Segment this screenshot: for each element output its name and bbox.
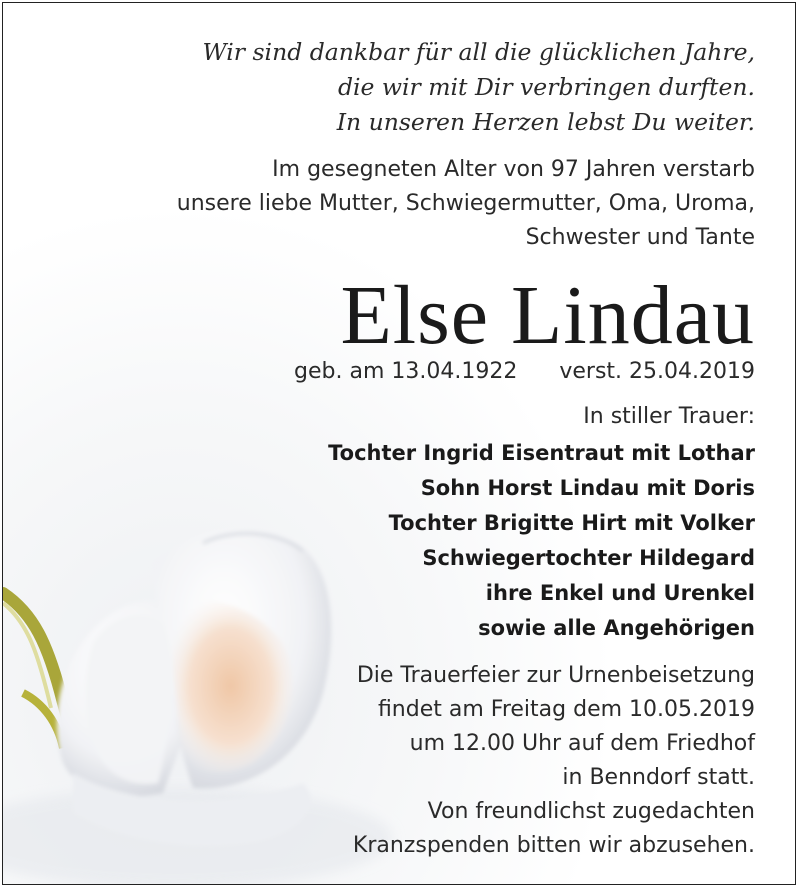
- mourner-entry: Tochter Ingrid Eisentraut mit Lothar: [328, 441, 755, 465]
- mourners-list: [328, 436, 755, 646]
- mourner-entry: Tochter Brigitte Hirt mit Volker: [388, 511, 755, 535]
- ceremony-line: Kranzspenden bitten wir abzusehen.: [352, 833, 755, 858]
- obituary-text: [3, 3, 795, 884]
- ceremony-line: Die Trauerfeier zur Urnenbeisetzung: [356, 663, 755, 688]
- deceased-name: Else Lindau: [340, 269, 755, 362]
- obituary-card: [2, 2, 796, 885]
- ceremony-line: findet am Freitag dem 10.05.2019: [377, 697, 755, 722]
- mourner-entry: Schwiegertochter Hildegard: [422, 546, 755, 570]
- ceremony-line: um 12.00 Uhr auf dem Friedhof: [409, 731, 755, 756]
- death-announcement: [177, 153, 755, 255]
- ceremony-line: Von freundlichst zugedachten: [427, 799, 755, 824]
- motto-quote: [203, 35, 755, 140]
- ceremony-line: in Benndorf statt.: [562, 765, 755, 790]
- motto-line: die wir mit Dir verbringen durften.: [337, 73, 755, 101]
- announcement-line: unsere liebe Mutter, Schwiegermutter, Oma, Uroma,: [176, 191, 755, 216]
- life-dates: [294, 355, 755, 389]
- mourner-entry: ihre Enkel und Urenkel: [485, 581, 755, 605]
- ceremony-details: [353, 659, 755, 863]
- motto-line: Wir sind dankbar für all die glücklichen Jahre,: [202, 38, 755, 66]
- motto-line: In unseren Herzen lebst Du weiter.: [336, 108, 755, 136]
- mourner-entry: sowie alle Angehörigen: [478, 616, 755, 640]
- birth-date: geb. am 13.04.1922: [294, 359, 518, 384]
- grief-intro: In stiller Trauer:: [583, 404, 755, 429]
- mourner-entry: Sohn Horst Lindau mit Doris: [420, 476, 755, 500]
- announcement-line: Schwester und Tante: [525, 225, 755, 250]
- announcement-line: Im gesegneten Alter von 97 Jahren verstarb: [272, 157, 755, 182]
- death-date: verst. 25.04.2019: [559, 359, 755, 384]
